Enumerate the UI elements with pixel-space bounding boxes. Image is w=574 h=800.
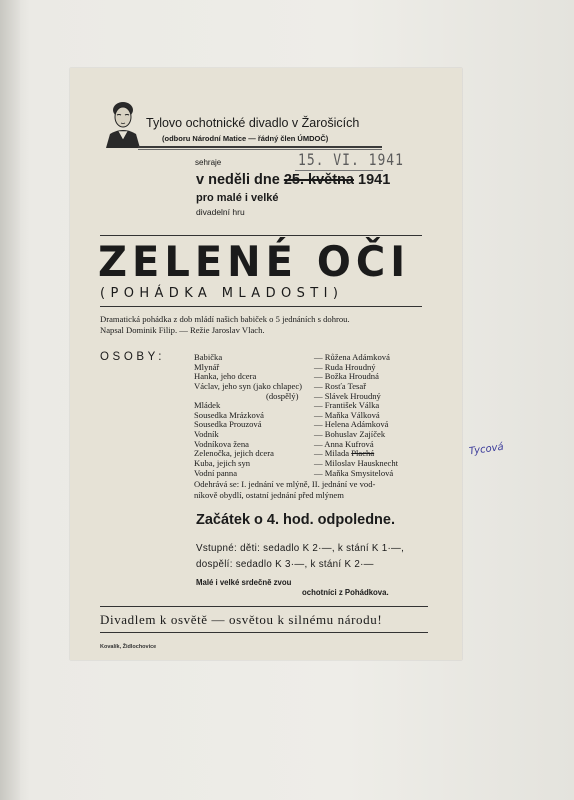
cast-actor: — Helena Adámková xyxy=(314,419,389,430)
divider xyxy=(100,606,428,607)
cast-actor: — Anna Kufrová xyxy=(314,438,374,449)
cast-role: Mlynář xyxy=(194,361,220,372)
cast-role: Babička xyxy=(194,352,223,362)
cast-actor: — Ruda Hroudný xyxy=(314,361,376,372)
price-line: dospělí: sedadlo K 3·—, k stání K 2·— xyxy=(196,559,374,570)
date-stamp: 15. VI. 1941 xyxy=(298,151,404,170)
plays-label: sehraje xyxy=(195,158,222,167)
admission-prices xyxy=(196,541,404,573)
divider xyxy=(138,149,382,150)
album-spine xyxy=(0,0,20,800)
cast-actor: — Božka Hroudná xyxy=(314,371,379,382)
cast-actor: — František Válka xyxy=(314,400,380,411)
cast-role: Mládek xyxy=(194,400,221,411)
theatre-poster xyxy=(70,68,505,660)
cast-role: Vodník xyxy=(194,429,219,440)
handwritten-correction: Tycová xyxy=(468,442,505,458)
price-line: Vstupné: děti: sedadlo K 2·—, k stání K 1·—, xyxy=(196,543,405,554)
play-type: divadelní hru xyxy=(196,207,245,217)
cast-actor: — Rosťa Tesař xyxy=(314,380,367,391)
cast-role: Sousedka Mrázková xyxy=(194,409,264,420)
audience-line: pro malé i velké xyxy=(196,192,279,204)
cast-role: Hanka, jeho dcera xyxy=(194,371,257,382)
struck-surname: Plachá xyxy=(351,448,375,459)
setting-line: níkově obydlí, ostatní jednání před mlýnem xyxy=(194,490,344,500)
cast-actor: — Miloslav Hausknecht xyxy=(314,458,399,469)
cast-actor: — Bohuslav Zajíček xyxy=(314,429,386,440)
cast-role: Vodní panna xyxy=(194,467,238,478)
cast-actor: — Slávek Hroudný xyxy=(314,390,381,401)
portrait-illustration xyxy=(102,96,144,148)
cast-role: Kuba, jejich syn xyxy=(194,458,251,469)
performance-year: 1941 xyxy=(358,172,391,188)
divider xyxy=(100,306,422,307)
setting-note xyxy=(194,479,434,501)
cast-actor-name: — Milada xyxy=(314,448,350,459)
cast-role: Václav, jeho syn (jako chlapec) xyxy=(194,380,303,391)
stamp-underline xyxy=(295,170,383,171)
welcome-line: Malé i velké srdečně zvou xyxy=(196,578,292,587)
play-description xyxy=(100,314,430,336)
play-title: ZELENÉ OČI xyxy=(98,238,411,287)
cast-actor: — Růžena Adámková xyxy=(314,352,390,362)
start-time: Začátek o 4. hod. odpoledne. xyxy=(196,512,395,528)
cast-actor: — Maňka Válková xyxy=(314,409,380,420)
description-line: Napsal Dominik Filip. — Režie Jaroslav Vlach. xyxy=(100,325,265,335)
cast-actor: — Maňka Smysitelová xyxy=(314,467,394,478)
motto: Divadlem k osvětě — osvětou k silnému národu! xyxy=(100,612,383,627)
welcome-signature: ochotníci z Pohádkova. xyxy=(302,588,389,597)
day-prefix: v neděli dne xyxy=(196,172,280,188)
cast-role: Sousedka Prouzová xyxy=(194,419,262,430)
cast-list xyxy=(194,352,505,478)
divider xyxy=(138,146,382,148)
performance-date xyxy=(196,172,390,188)
printer-credit: Kovalík, Židlochovice xyxy=(100,644,157,650)
play-subtitle: (POHÁDKA MLADOSTI) xyxy=(100,286,344,301)
cast-role: Vodníkova žena xyxy=(194,438,249,449)
divider xyxy=(100,632,428,633)
cast-heading: OSOBY: xyxy=(100,351,166,363)
description-line: Dramatická pohádka z dob mládí našich babiček o 5 jednáních s dohrou. xyxy=(100,314,350,324)
cast-role: (dospělý) xyxy=(266,390,299,401)
theatre-affiliation: (odboru Národní Matice — řádný člen ÚMDOČ) xyxy=(162,134,329,143)
cast-row xyxy=(194,469,434,479)
theatre-name: Tylovo ochotnické divadlo v Žarošicích xyxy=(146,116,360,130)
cast-role: Zelenočka, jejich dcera xyxy=(194,448,274,459)
struck-date: 25. května xyxy=(283,172,354,188)
setting-line: Odehrává se: I. jednání ve mlýně, II. jednání ve vod- xyxy=(194,479,376,489)
divider xyxy=(100,235,422,236)
